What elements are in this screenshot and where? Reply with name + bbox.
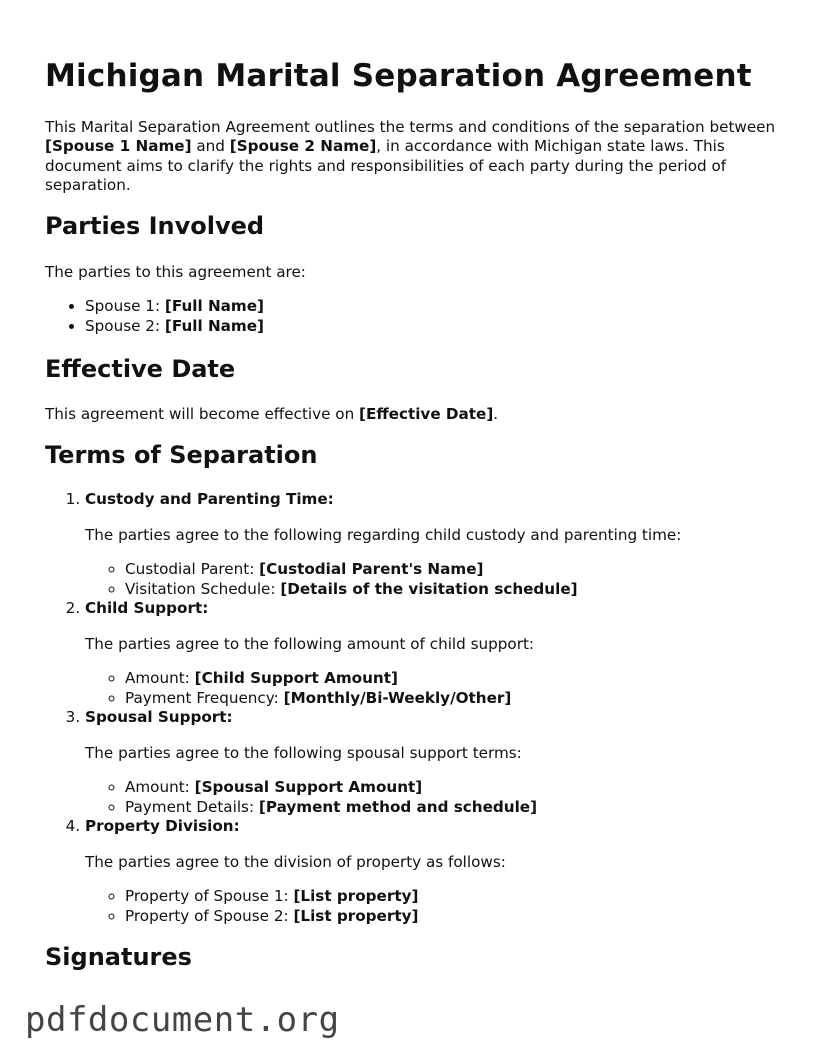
effective-date-placeholder: [Effective Date]	[359, 405, 494, 423]
list-item	[125, 798, 681, 818]
effective-date-text	[45, 405, 498, 423]
list-item	[85, 317, 264, 337]
terms-list	[45, 490, 681, 926]
item-label: Property of Spouse 1:	[125, 887, 294, 905]
item-label: Visitation Schedule:	[125, 579, 281, 598]
item-value: [List property]	[293, 887, 419, 905]
section-title: Property Division:	[85, 817, 240, 835]
parties-heading: Parties Involved	[45, 212, 265, 240]
item-label: Payment Details:	[125, 797, 259, 816]
section-desc: The parties agree to the following spousal support terms:	[85, 743, 522, 762]
terms-section	[85, 708, 681, 817]
watermark: pdfdocument.org	[25, 1000, 340, 1040]
list-item	[125, 887, 681, 907]
item-value: [Payment method and schedule]	[258, 797, 538, 816]
item-label: Spouse 2:	[85, 316, 165, 335]
section-desc: The parties agree to the division of property as follows:	[85, 852, 506, 871]
item-value: [Child Support Amount]	[194, 669, 398, 687]
list-item	[85, 297, 264, 317]
item-label: Property of Spouse 2:	[125, 906, 294, 925]
effective-date-heading: Effective Date	[45, 355, 236, 383]
intro-paragraph	[45, 118, 785, 195]
item-label: Payment Frequency:	[125, 688, 284, 707]
spouse-2-placeholder: [Spouse 2 Name]	[229, 137, 377, 156]
section-desc: The parties agree to the following regarding child custody and parenting time:	[85, 525, 682, 544]
document-title: Michigan Marital Separation Agreement	[45, 58, 752, 94]
item-value: [Custodial Parent's Name]	[259, 560, 484, 578]
section-list	[85, 669, 681, 708]
item-value: [Monthly/Bi-Weekly/Other]	[283, 688, 512, 707]
section-list	[85, 887, 681, 926]
effective-text-2: .	[493, 405, 499, 423]
list-item	[125, 560, 681, 580]
list-item	[125, 689, 681, 709]
terms-heading: Terms of Separation	[45, 441, 318, 469]
intro-text-2: and	[191, 137, 230, 156]
spouse-1-placeholder: [Spouse 1 Name]	[45, 137, 192, 156]
item-value: [Full Name]	[164, 316, 264, 335]
list-item	[125, 580, 681, 600]
section-title: Custody and Parenting Time:	[85, 490, 334, 508]
list-item	[125, 778, 681, 798]
item-value: [Spousal Support Amount]	[194, 778, 423, 796]
signatures-heading: Signatures	[45, 943, 192, 971]
terms-section	[85, 490, 681, 599]
terms-section	[85, 599, 681, 708]
section-list	[85, 778, 681, 817]
section-title: Spousal Support:	[85, 708, 233, 726]
effective-text-1: This agreement will become effective on	[45, 405, 360, 423]
section-list	[85, 560, 681, 599]
intro-text-1: This Marital Separation Agreement outlines the terms and conditions of the separation between	[45, 118, 776, 136]
intro-text-3: , in accordance with Michigan state laws. This document aims to clarify the rights and responsibilities of each party during the period of separation.	[45, 137, 727, 194]
section-title: Child Support:	[85, 599, 209, 617]
item-label: Amount:	[125, 669, 195, 687]
list-item	[125, 907, 681, 927]
parties-text: The parties to this agreement are:	[45, 263, 306, 281]
item-label: Amount:	[125, 778, 195, 796]
item-value: [List property]	[293, 906, 419, 925]
section-desc: The parties agree to the following amount of child support:	[85, 634, 535, 653]
item-value: [Full Name]	[164, 297, 264, 315]
item-label: Custodial Parent:	[125, 560, 260, 578]
parties-list	[45, 297, 264, 336]
item-label: Spouse 1:	[85, 297, 165, 315]
terms-section	[85, 817, 681, 926]
item-value: [Details of the visitation schedule]	[280, 579, 578, 598]
list-item	[125, 669, 681, 689]
